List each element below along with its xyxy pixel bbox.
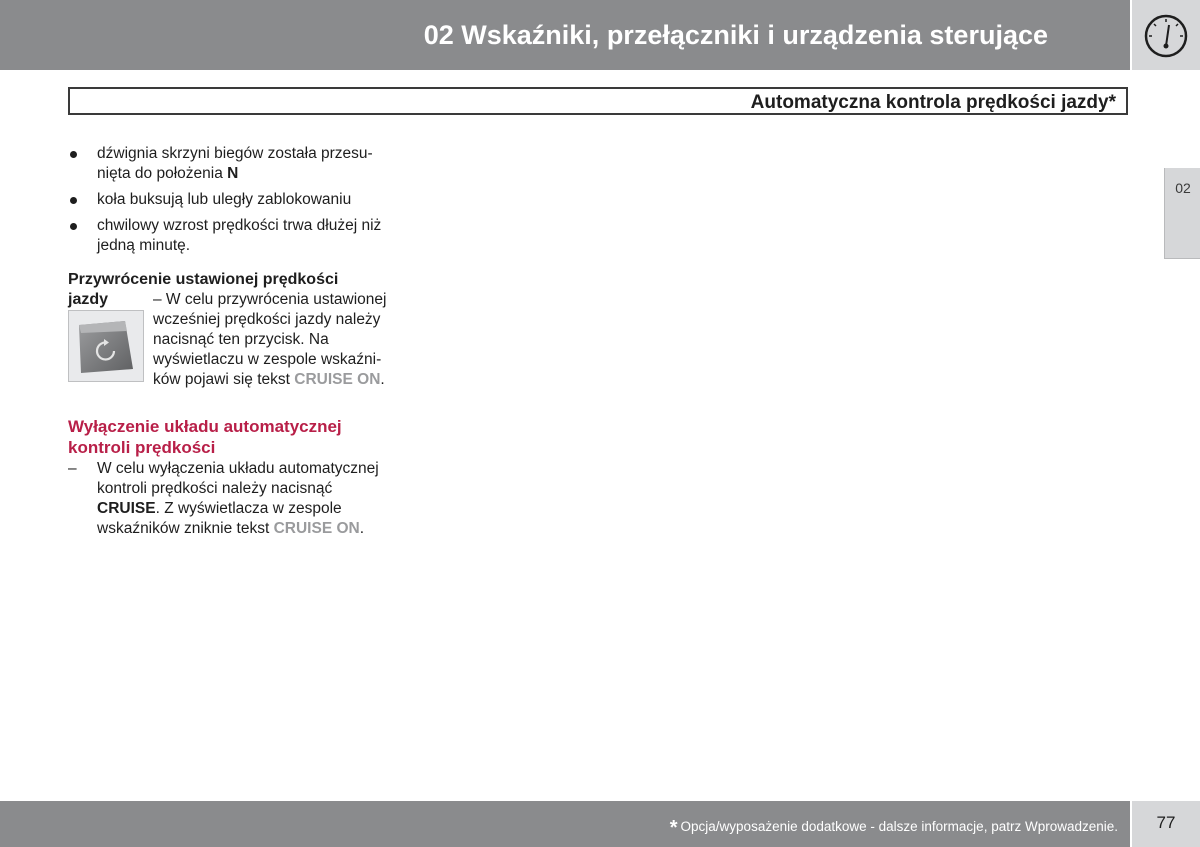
resume-cruise-button-icon xyxy=(68,310,144,382)
chapter-side-tab-label: 02 xyxy=(1175,180,1191,196)
speedometer-gauge-icon xyxy=(1143,13,1189,59)
disable-heading: Wyłączenie układu automatycznej kontroli prędkości xyxy=(68,417,342,457)
section-title-box xyxy=(68,87,1128,115)
cruise-on-text: CRUISE ON xyxy=(294,371,381,388)
condition-list xyxy=(68,144,408,256)
disable-instruction: – W celu wyłączenia układu automatycznej kontroli prędkości należy nacisnąć CRUISE. Z wyświetlacza w zespole wskaźników zniknie tekst CRUISE ON. xyxy=(68,460,379,537)
page-number-box xyxy=(1132,801,1200,847)
content-column xyxy=(68,144,408,539)
restore-instruction: – W celu przywrócenia ustawionej wcześniej prędkości jazdy należy nacisnąć ten przycisk. Na wyświetlaczu w zespole wskaźni- ków pojawi się tekst CRUISE ON. xyxy=(153,291,387,388)
page-number: 77 xyxy=(1156,813,1176,832)
footer-note: * Opcja/wyposażenie dodatkowe - dalsze informacje, patrz Wprowadzenie. xyxy=(669,817,1118,839)
restore-heading: Przywrócenie ustawionej prędkości xyxy=(68,271,339,288)
cruise-button-name: CRUISE xyxy=(97,500,156,517)
gauge-box xyxy=(1132,0,1200,70)
header-bar xyxy=(0,0,1130,70)
chapter-title: 02 Wskaźniki, przełączniki i urządzenia sterujące xyxy=(423,20,1048,50)
section-title: Automatyczna kontrola prędkości jazdy* xyxy=(750,92,1116,113)
list-item: chwilowy wzrost prędkości trwa dłużej niż jedną minutę. xyxy=(68,216,408,256)
chapter-side-tab xyxy=(1164,168,1200,259)
restore-heading-cont: jazdy xyxy=(68,291,109,308)
cruise-on-text: CRUISE ON xyxy=(273,520,360,537)
list-item: dźwignia skrzyni biegów została przesu- nięta do położenia N xyxy=(68,144,408,184)
restore-block xyxy=(68,290,408,390)
list-item: koła buksują lub uległy zablokowaniu xyxy=(68,190,408,210)
footer-bar xyxy=(0,801,1130,847)
